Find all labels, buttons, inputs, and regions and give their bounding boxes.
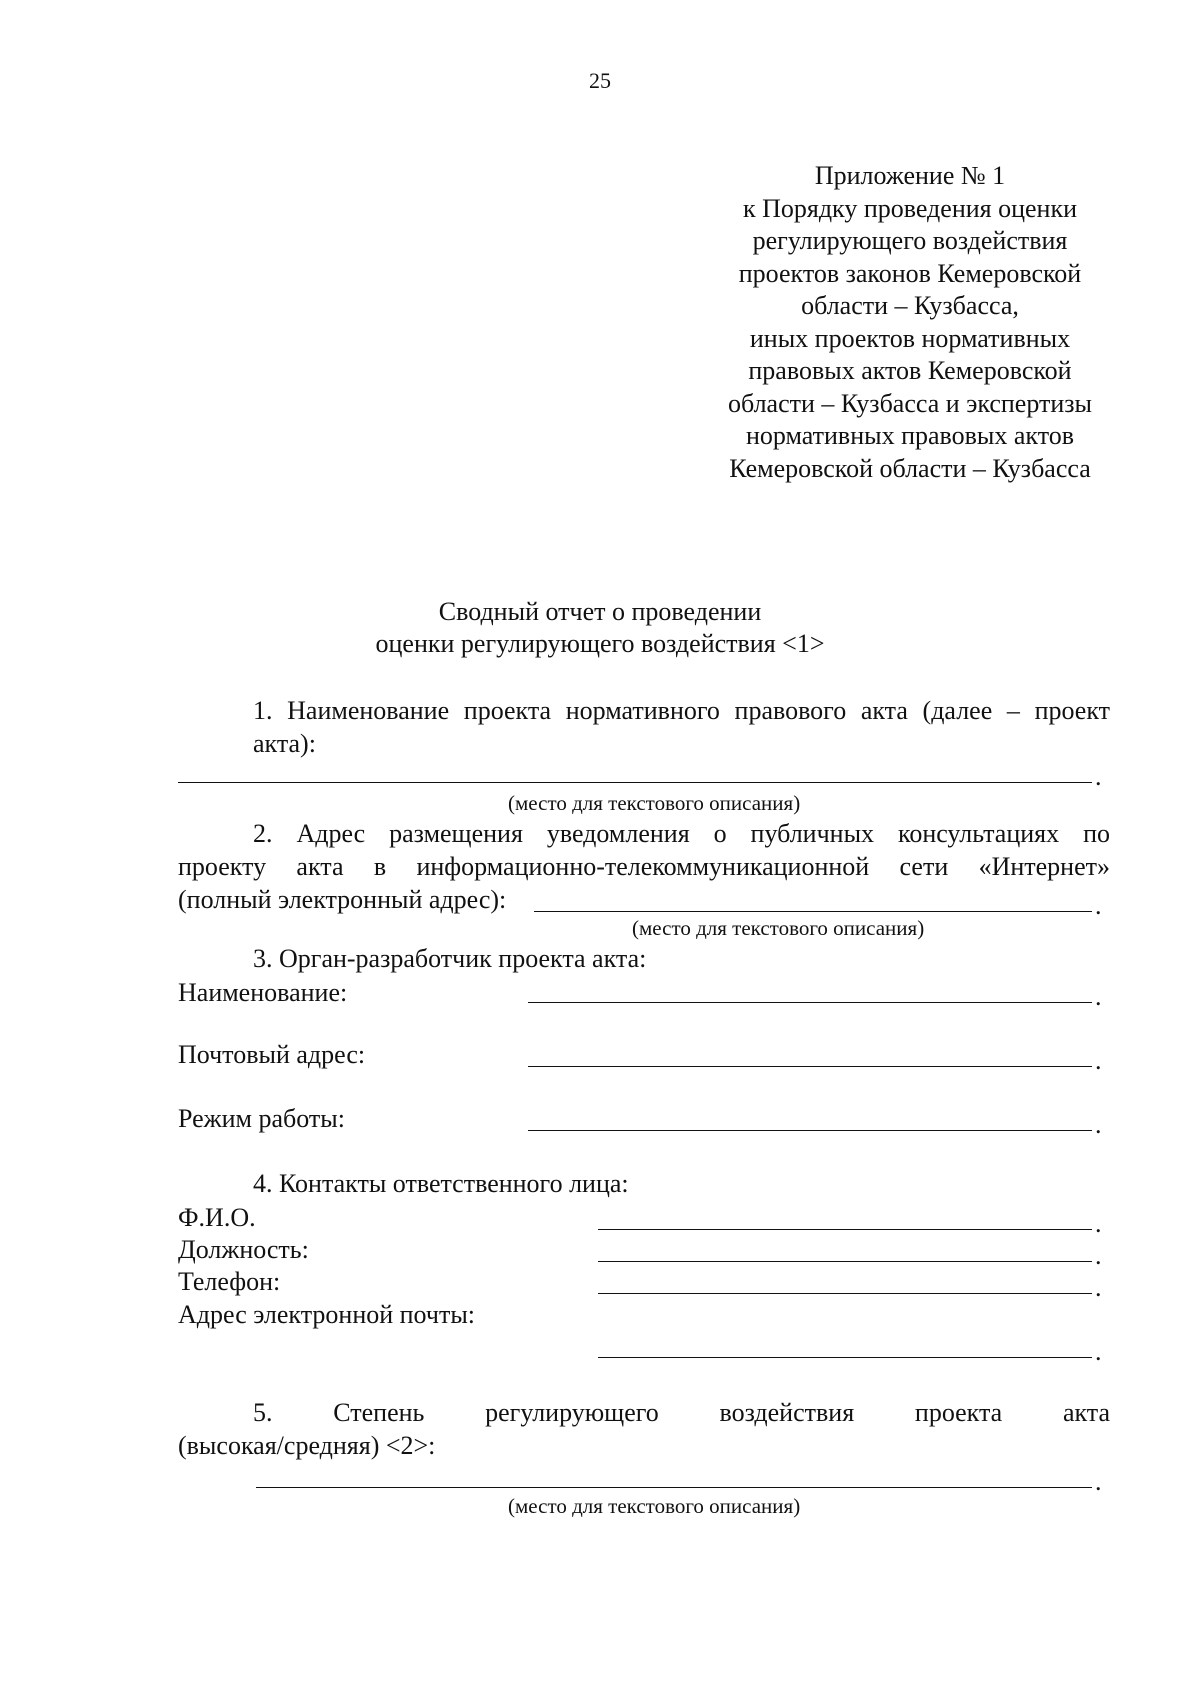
section-2-line-2: проекту акта в информационно-телекоммуникационной сети «Интернет» (178, 852, 1110, 881)
section-5-line-1: 5. Степень регулирующего воздействия проекта акта (253, 1398, 1110, 1427)
appendix-line: Приложение № 1 (814, 161, 1006, 190)
email-label: Адрес электронной почты: (178, 1300, 476, 1329)
position-period: . (1095, 1241, 1102, 1270)
appendix-line: правовых актов Кемеровской (748, 356, 1072, 385)
fio-field[interactable] (598, 1229, 1092, 1230)
report-title-line-1: Сводный отчет о проведении (438, 597, 762, 626)
page-number: 25 (589, 68, 611, 93)
section-4-heading: 4. Контакты ответственного лица: (253, 1169, 629, 1198)
position-label: Должность: (178, 1235, 309, 1264)
section-5-caption: (место для текстового описания) (508, 1494, 801, 1518)
appendix-line: иных проектов нормативных (749, 323, 1071, 353)
fio-label: Ф.И.О. (178, 1203, 256, 1232)
report-title (0, 596, 1200, 660)
section-2-caption: (место для текстового описания) (632, 916, 925, 940)
fio-period: . (1095, 1209, 1102, 1238)
postal-address-label: Почтовый адрес: (178, 1040, 366, 1069)
section-1-caption: (место для текстового описания) (508, 791, 801, 815)
position-field[interactable] (598, 1261, 1092, 1262)
section-2-line-3: (полный электронный адрес): (178, 885, 507, 914)
working-hours-label: Режим работы: (178, 1104, 345, 1133)
email-period: . (1095, 1337, 1102, 1366)
section-2-text (178, 817, 1110, 916)
phone-label: Телефон: (178, 1267, 281, 1296)
appendix-line: проектов законов Кемеровской (738, 258, 1082, 288)
working-hours-period: . (1095, 1110, 1102, 1139)
postal-address-field[interactable] (528, 1066, 1092, 1067)
section-5-text (178, 1396, 1110, 1462)
appendix-line: области – Кузбасса и экспертизы (728, 388, 1092, 418)
appendix-line: области – Кузбасса, (801, 291, 1019, 320)
report-title-line-2: оценки регулирующего воздействия <1> (375, 629, 825, 658)
section-5-blank-field[interactable] (256, 1487, 1092, 1488)
phone-period: . (1095, 1273, 1102, 1302)
section-2-period: . (1095, 891, 1102, 920)
section-2-address-field[interactable] (534, 911, 1092, 912)
section-3-heading: 3. Орган-разработчик проекта акта: (253, 944, 647, 973)
appendix-header (690, 160, 1130, 485)
appendix-line: нормативных правовых актов (745, 421, 1075, 450)
organ-name-period: . (1095, 982, 1102, 1011)
postal-address-period: . (1095, 1046, 1102, 1075)
section-1-text: 1. Наименование проекта нормативного правового акта (далее – проект акта): (253, 696, 1110, 758)
appendix-line: регулирующего воздействия (752, 226, 1068, 255)
section-5-period: . (1095, 1467, 1102, 1496)
section-2-line-1: 2. Адрес размещения уведомления о публичных консультациях по (253, 819, 1110, 848)
organ-name-label: Наименование: (178, 978, 348, 1007)
phone-field[interactable] (598, 1293, 1092, 1294)
section-5-line-2: (высокая/средняя) <2>: (178, 1431, 436, 1460)
appendix-line: к Порядку проведения оценки (742, 193, 1078, 223)
organ-name-field[interactable] (528, 1002, 1092, 1003)
email-field[interactable] (598, 1357, 1092, 1358)
section-1-blank-field[interactable] (178, 782, 1092, 783)
appendix-line: Кемеровской области – Кузбасса (729, 453, 1091, 483)
section-1-period: . (1095, 762, 1102, 791)
working-hours-field[interactable] (528, 1130, 1092, 1131)
